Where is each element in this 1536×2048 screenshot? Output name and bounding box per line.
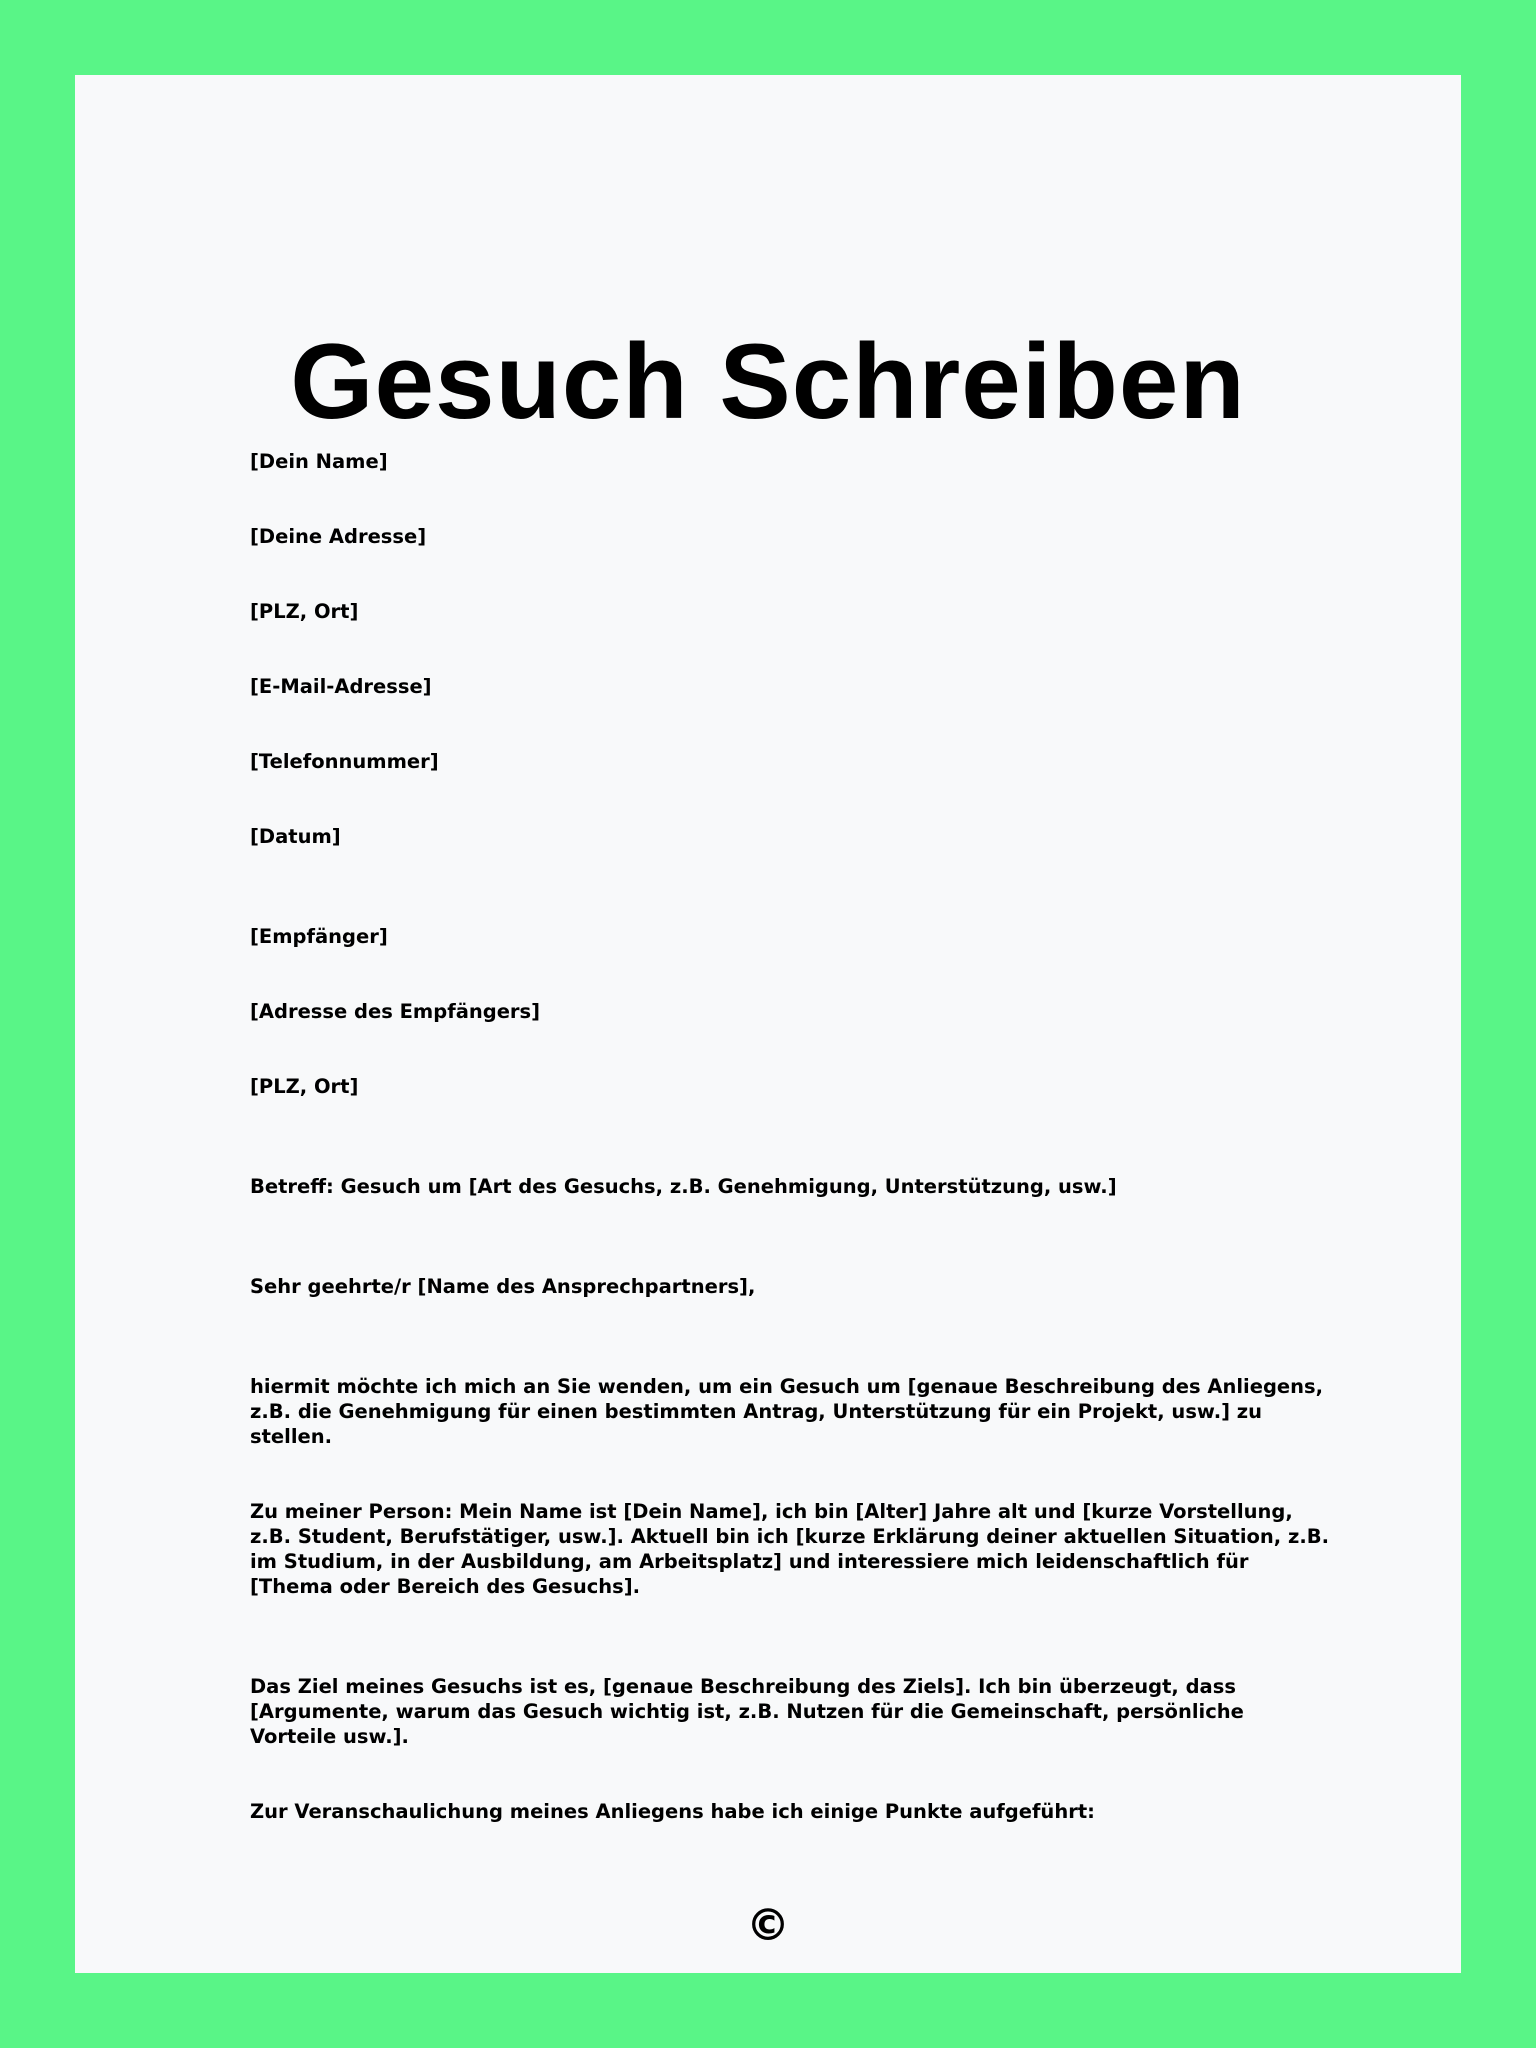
salutation: Sehr geehrte/r [Name des Ansprechpartners], [250, 1275, 756, 1298]
document-title: Gesuch Schreiben [290, 321, 1246, 441]
body-paragraph: Das Ziel meines Gesuchs ist es, [genaue Beschreibung des Ziels]. Ich bin überzeugt, dass [Argumente, warum das Gesuch wichtig ist, z.B. Nutzen für die Gemeinschaft, persönliche Vorteile usw.]. [250, 1675, 1244, 1748]
subject-line: Betreff: Gesuch um [Art des Gesuchs, z.B. Genehmigung, Unterstützung, usw.] [250, 1175, 1117, 1198]
document-page [75, 75, 1461, 1973]
sender-city: [PLZ, Ort] [250, 600, 359, 623]
recipient-address: [Adresse des Empfängers] [250, 1000, 541, 1023]
recipient-name: [Empfänger] [250, 925, 388, 948]
recipient-city: [PLZ, Ort] [250, 1075, 359, 1098]
sender-address: [Deine Adresse] [250, 525, 427, 548]
body-paragraph: Zur Veranschaulichung meines Anliegens habe ich einige Punkte aufgeführt: [250, 1800, 1095, 1823]
sender-phone: [Telefonnummer] [250, 750, 439, 773]
sender-email: [E-Mail-Adresse] [250, 675, 432, 698]
copyright-icon: © [746, 1900, 790, 1951]
letter-date: [Datum] [250, 825, 341, 848]
body-paragraph: hiermit möchte ich mich an Sie wenden, um ein Gesuch um [genaue Beschreibung des Anliegens, z.B. die Genehmigung für einen bestimmten Antrag, Unterstützung für ein Projekt, usw.] zu stellen. [250, 1375, 1324, 1448]
sender-name: [Dein Name] [250, 450, 388, 473]
body-paragraph: Zu meiner Person: Mein Name ist [Dein Name], ich bin [Alter] Jahre alt und [kurze Vorstellung, z.B. Student, Berufstätiger, usw.]. Aktuell bin ich [kurze Erklärung deiner aktuellen Situation, z.B. im Studium, in der Ausbildung, am Arbeitsplatz] und interessiere mich leidenschaftlich für [Thema oder Bereich des Gesuchs]. [250, 1500, 1330, 1598]
